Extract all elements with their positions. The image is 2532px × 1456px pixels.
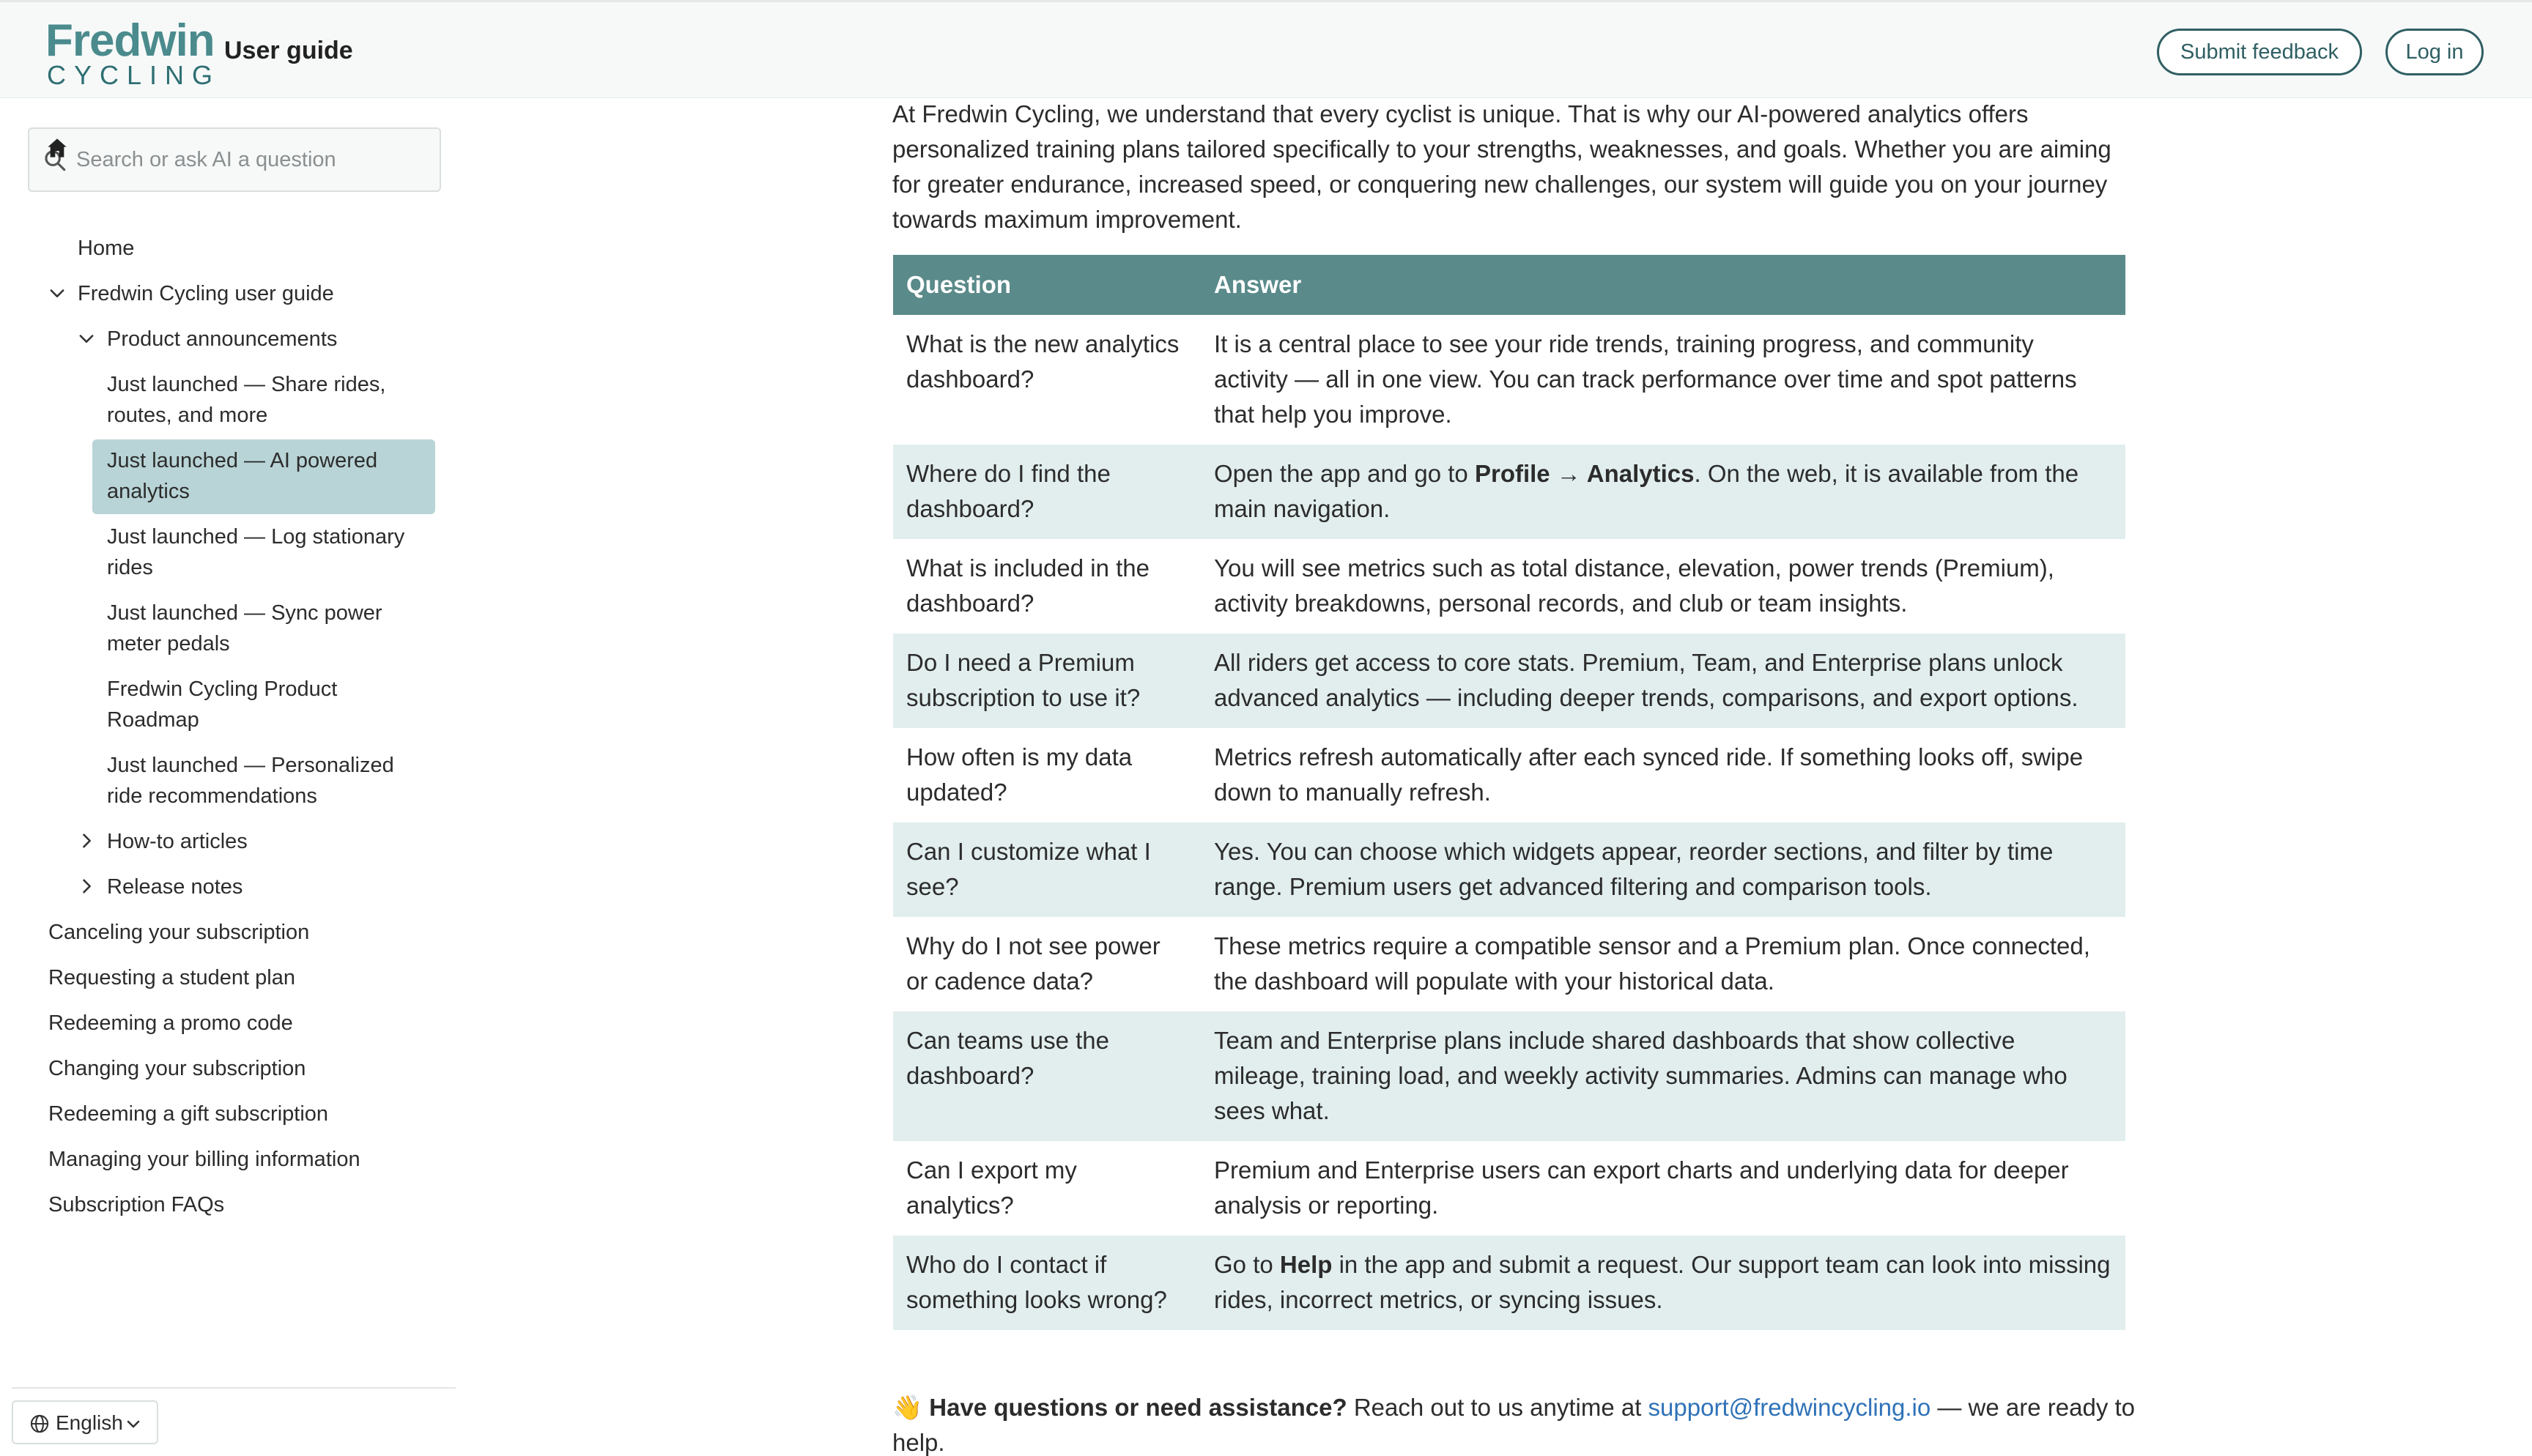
table-row <box>893 445 2125 539</box>
question-cell: Can teams use the dashboard? <box>893 1011 1201 1141</box>
logo-wordmark: Fredwin <box>45 15 215 66</box>
sidebar-item-power-pedals[interactable]: Just launched — Sync power meter pedals <box>107 601 382 655</box>
answer-emphasis: Help <box>1279 1251 1333 1278</box>
table-row <box>893 917 2125 1011</box>
sidebar-item-product-announcements[interactable]: Product announcements <box>107 327 338 351</box>
sidebar-item-roadmap[interactable]: Fredwin Cycling Product Roadmap <box>107 677 338 732</box>
globe-icon <box>29 1414 50 1434</box>
answer-cell: Metrics refresh automatically after each synced ride. If something looks off, swipe down to manually refresh. <box>1214 743 2084 806</box>
submit-feedback-button[interactable]: Submit feedback <box>2157 29 2362 75</box>
sidebar-item-billing-information[interactable]: Managing your billing information <box>48 1148 360 1171</box>
table-row <box>893 634 2125 728</box>
table-row <box>893 539 2125 634</box>
chevron-down-icon[interactable] <box>76 328 97 349</box>
question-cell: Who do I contact if something looks wrong? <box>893 1236 1201 1330</box>
table-header-row <box>893 255 2125 315</box>
answer-cell: Team and Enterprise plans include shared dashboards that show collective mileage, training load, and weekly activity summaries. Admins can manage who sees what. <box>1201 1011 2125 1141</box>
question-cell: Can I customize what I see? <box>893 822 1201 917</box>
answer-cell: You will see metrics such as total distance, elevation, power trends (Premium), activity breakdowns, personal records, and club or team insights. <box>1214 554 2054 617</box>
sidebar-item-canceling-subscription[interactable]: Canceling your subscription <box>48 921 310 944</box>
language-label: English <box>56 1411 123 1434</box>
question-cell: Where do I find the dashboard? <box>893 445 1201 539</box>
help-note-heading: Have questions or need assistance? <box>929 1394 1347 1421</box>
sidebar-item-how-to-articles[interactable]: How-to articles <box>107 830 248 853</box>
question-cell: Why do I not see power or cadence data? <box>906 932 1160 995</box>
answer-cell: Premium and Enterprise users can export charts and underlying data for deeper analysis or reporting. <box>1214 1156 2069 1219</box>
user-guide-label[interactable]: User guide <box>224 37 353 64</box>
sidebar-item-share-rides[interactable]: Just launched — Share rides, routes, and more <box>107 373 386 427</box>
table-row <box>893 1011 2125 1141</box>
answer-cell: Yes. You can choose which widgets appear, reorder sections, and filter by time range. Premium users get advanced filtering and comparison tools. <box>1201 822 2125 917</box>
question-cell: Can I export my analytics? <box>906 1156 1077 1219</box>
sidebar-item-promo-code[interactable]: Redeeming a promo code <box>48 1011 293 1035</box>
faq-table <box>893 255 2125 1330</box>
question-cell: How often is my data updated? <box>906 743 1133 806</box>
sidebar-item-subscription-faqs[interactable]: Subscription FAQs <box>48 1193 225 1217</box>
sidebar-item-home[interactable]: Home <box>78 237 135 260</box>
question-cell: Do I need a Premium subscription to use it? <box>893 634 1201 728</box>
chevron-down-icon <box>125 1415 142 1433</box>
intro-paragraph: At Fredwin Cycling, we understand that every cyclist is unique. That is why our AI-powered analytics offers personalized training plans tailored specifically to your strengths, weaknesses, and goals. Whether you are aiming for greater endurance, increased speed, or conquering new challenges, our system will guide you on your journey towards maximum improvement. <box>892 100 2111 233</box>
search-input[interactable] <box>76 130 428 189</box>
table-row <box>893 1141 2125 1236</box>
sidebar-divider <box>12 1387 456 1389</box>
log-in-button[interactable]: Log in <box>2385 29 2484 75</box>
site-header <box>0 0 2532 98</box>
support-email-link[interactable]: support@fredwincycling.io <box>1648 1394 1931 1421</box>
chevron-right-icon[interactable] <box>76 876 97 896</box>
column-header-question: Question <box>893 255 1201 315</box>
table-row <box>893 1236 2125 1330</box>
help-note: 👋 Have questions or need assistance? Reach out to us anytime at support@fredwincycling.io — we are ready to help. <box>892 1394 2136 1456</box>
table-row <box>893 315 2125 445</box>
table-row <box>893 822 2125 917</box>
language-selector[interactable] <box>12 1400 158 1444</box>
answer-cell: Go to Help in the app and submit a request. Our support team can look into missing rides, incorrect metrics, or syncing issues. <box>1201 1236 2125 1330</box>
brand-logo[interactable] <box>45 15 221 90</box>
sidebar-item-release-notes[interactable]: Release notes <box>107 875 243 899</box>
question-cell: What is the new analytics dashboard? <box>906 330 1180 393</box>
logo-subtitle: CYCLING <box>47 60 221 90</box>
sidebar-item-gift-subscription[interactable]: Redeeming a gift subscription <box>48 1102 329 1126</box>
answer-cell: It is a central place to see your ride trends, training progress, and community activity — all in one view. You can track performance over time and spot patterns that help you improve. <box>1214 330 2077 428</box>
answer-emphasis: Profile → Analytics <box>1474 460 1695 487</box>
answer-cell: All riders get access to core stats. Premium, Team, and Enterprise plans unlock advanced analytics — including deeper trends, comparisons, and export options. <box>1201 634 2125 728</box>
column-header-answer: Answer <box>1201 255 2125 315</box>
home-icon <box>45 136 69 160</box>
answer-cell: These metrics require a compatible sensor and a Premium plan. Once connected, the dashboard will populate with your historical data. <box>1214 932 2090 995</box>
sidebar-item-stationary-rides[interactable]: Just launched — Log stationary rides <box>107 525 405 579</box>
sidebar-item-user-guide[interactable]: Fredwin Cycling user guide <box>78 282 334 305</box>
table-row <box>893 728 2125 822</box>
waving-hand-icon: 👋 <box>892 1394 923 1421</box>
sidebar-item-ai-analytics[interactable]: Just launched — AI powered analytics <box>107 449 378 503</box>
chevron-down-icon[interactable] <box>47 283 67 303</box>
question-cell: What is included in the dashboard? <box>906 554 1150 617</box>
sidebar-item-ride-recommendations[interactable]: Just launched — Personalized ride recommendations <box>107 754 394 808</box>
chevron-right-icon[interactable] <box>76 831 97 851</box>
search-box[interactable] <box>28 127 441 192</box>
sidebar-item-student-plan[interactable]: Requesting a student plan <box>48 966 295 989</box>
sidebar-item-changing-subscription[interactable]: Changing your subscription <box>48 1057 306 1080</box>
answer-cell: Open the app and go to Profile → Analytics. On the web, it is available from the main navigation. <box>1201 445 2125 539</box>
